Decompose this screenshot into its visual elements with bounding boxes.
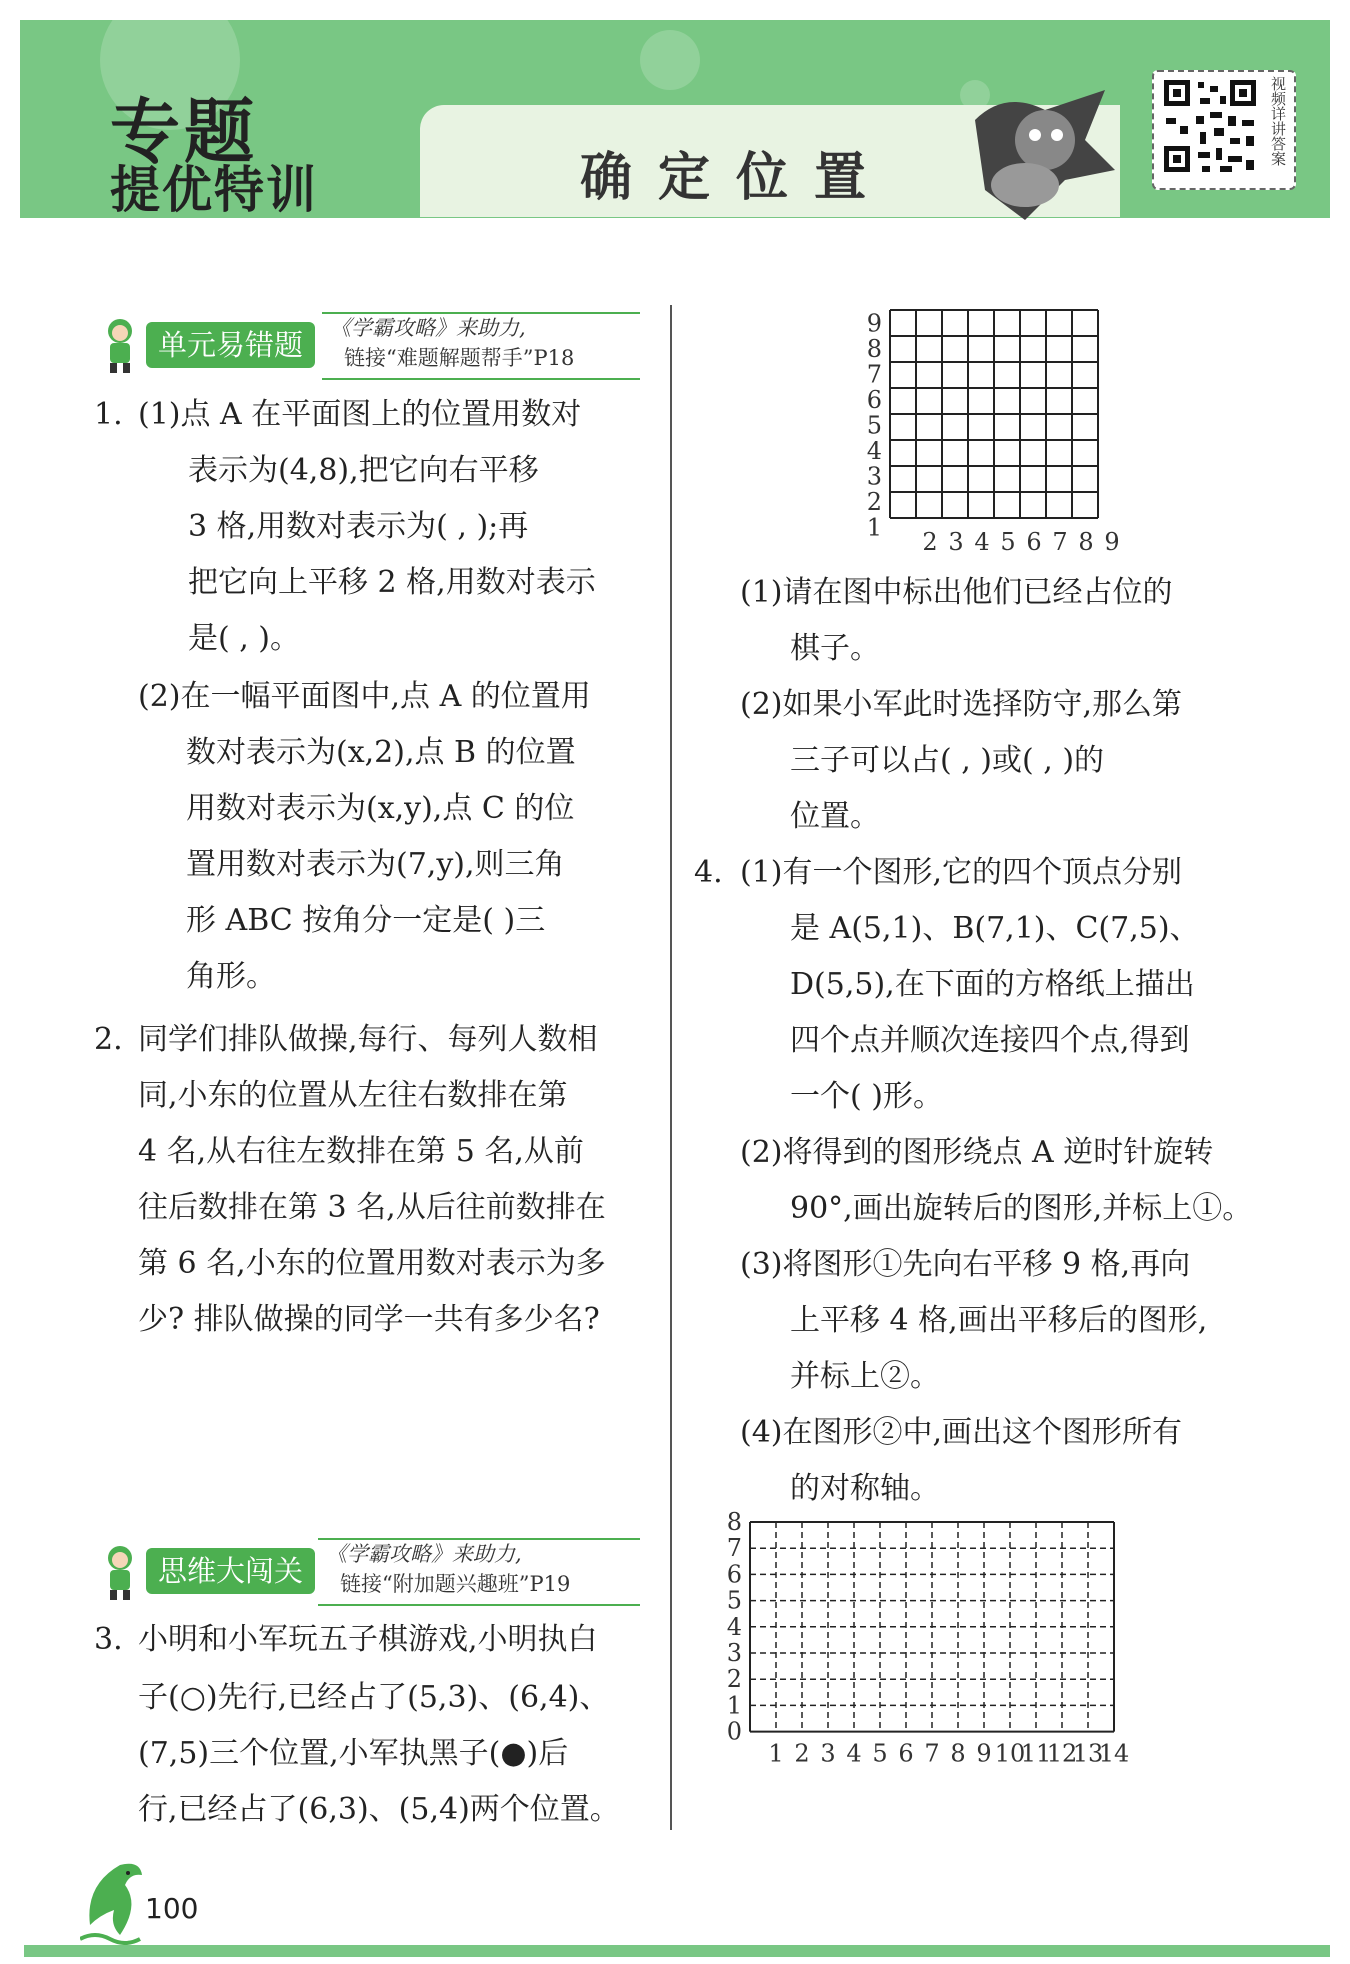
x-tick-label: 2 — [922, 528, 938, 556]
question-text: (1)请在图中标出他们已经占位的 — [740, 575, 1173, 610]
question-text: 表示为(4,8),把它向右平移 — [188, 453, 539, 488]
y-tick-label: 6 — [726, 1560, 742, 1589]
section-link-text: 《学霸攻略》来助力, — [326, 1542, 522, 1566]
question-text: 数对表示为(x,2),点 B 的位置 — [186, 735, 576, 770]
series-subtitle: 提优特训 — [110, 161, 318, 219]
y-tick-label: 3 — [726, 1639, 742, 1667]
x-tick-label: 1 — [768, 1739, 784, 1768]
qr-code-icon[interactable] — [1160, 76, 1260, 176]
question-number: 2. — [94, 1022, 123, 1057]
question-text: D(5,5),在下面的方格纸上描出 — [790, 967, 1195, 1002]
question-text: (4)在图形②中,画出这个图形所有 — [740, 1415, 1183, 1450]
y-tick-label: 4 — [726, 1612, 742, 1641]
y-tick-label: 6 — [866, 386, 882, 415]
question-text: 位置。 — [790, 799, 880, 834]
grid-lines — [890, 310, 1098, 518]
question-text: 小明和小军玩五子棋游戏,小明执白 — [138, 1622, 598, 1657]
x-tick-label: 13 — [1072, 1739, 1104, 1768]
y-tick-label: 5 — [726, 1586, 742, 1615]
y-tick-label: 1 — [866, 513, 882, 542]
y-tick-label: 8 — [866, 335, 882, 364]
x-tick-label: 14 — [1098, 1739, 1130, 1768]
y-tick-label: 7 — [726, 1534, 742, 1563]
y-tick-label: 1 — [726, 1691, 742, 1720]
mascot-illustration — [965, 80, 1125, 220]
graph-paper-grid[interactable] — [720, 1510, 1240, 1820]
question-text: 4 名,从右往左数排在第 5 名,从前 — [138, 1134, 584, 1169]
x-tick-label: 10 — [994, 1739, 1026, 1768]
dolphin-icon — [80, 1855, 150, 1945]
question-text: (1)点 A 在平面图上的位置用数对 — [138, 397, 582, 432]
question-text: (3)将图形①先向右平移 9 格,再向 — [740, 1247, 1191, 1282]
question-text: 往后数排在第 3 名,从后往前数排在 — [138, 1190, 606, 1225]
section-label-challenge: 思维大闯关 — [146, 1548, 315, 1594]
question-text: 的对称轴。 — [790, 1471, 940, 1506]
y-axis-ticks — [727, 1510, 742, 1746]
x-tick-label: 12 — [1046, 1739, 1078, 1768]
y-tick-label: 5 — [866, 411, 882, 440]
x-tick-label: 9 — [976, 1739, 992, 1768]
x-tick-label: 2 — [794, 1739, 810, 1768]
section-link-text: 《学霸攻略》来助力, — [330, 316, 526, 340]
question-text: 置用数对表示为(7,y),则三角 — [186, 847, 565, 882]
question-text: 第 6 名,小东的位置用数对表示为多 — [138, 1246, 606, 1281]
question-text: 角形。 — [186, 959, 276, 994]
question-text: 90°,画出旋转后的图形,并标上①。 — [790, 1191, 1253, 1226]
x-axis-ticks — [768, 1740, 1129, 1768]
y-tick-label: 8 — [726, 1510, 742, 1536]
grid-lines — [750, 1522, 1114, 1732]
question-text: 并标上②。 — [790, 1359, 940, 1394]
question-text: 行,已经占了(6,3)、(5,4)两个位置。 — [138, 1792, 620, 1827]
section-link-text: 链接“附加题兴趣班”P19 — [340, 1572, 571, 1596]
x-tick-label: 6 — [1026, 528, 1042, 556]
x-tick-label: 6 — [898, 1739, 914, 1768]
x-tick-label: 9 — [1104, 528, 1120, 556]
y-tick-label: 7 — [866, 360, 882, 389]
y-tick-label: 2 — [866, 488, 882, 517]
question-number: 1. — [94, 397, 123, 432]
question-text: 四个点并顺次连接四个点,得到 — [790, 1023, 1190, 1058]
section-link-text: 链接“难题解题帮手”P18 — [344, 346, 575, 370]
x-tick-label: 8 — [950, 1739, 966, 1768]
question-text: 上平移 4 格,画出平移后的图形, — [790, 1303, 1208, 1338]
x-axis-ticks — [922, 528, 1119, 556]
question-text: (1)有一个图形,它的四个顶点分别 — [740, 855, 1183, 890]
question-text: 形 ABC 按角分一定是( )三 — [186, 903, 546, 938]
y-tick-label: 2 — [726, 1665, 742, 1694]
question-text: 3 格,用数对表示为( , );再 — [188, 509, 529, 544]
student-mascot-icon — [96, 1542, 144, 1602]
page-number: 100 — [145, 1892, 199, 1925]
question-text: 少? 排队做操的同学一共有多少名? — [138, 1302, 600, 1337]
question-text: 棋子。 — [790, 631, 880, 666]
x-tick-label: 5 — [872, 1739, 888, 1768]
x-tick-label: 7 — [924, 1739, 940, 1768]
x-tick-label: 4 — [974, 528, 990, 556]
series-title: 专题 — [110, 91, 258, 173]
y-tick-label: 9 — [866, 309, 882, 338]
column-divider — [670, 305, 672, 1830]
y-axis-ticks — [867, 310, 882, 542]
question-text: (2)将得到的图形绕点 A 逆时针旋转 — [740, 1135, 1214, 1170]
gomoku-grid[interactable] — [860, 300, 1120, 565]
x-tick-label: 3 — [820, 1739, 836, 1768]
y-tick-label: 0 — [726, 1717, 742, 1746]
y-tick-label: 4 — [866, 437, 882, 466]
x-tick-label: 5 — [1000, 528, 1016, 556]
x-tick-label: 3 — [948, 528, 964, 556]
student-mascot-icon — [96, 315, 144, 375]
section-label-common-mistakes: 单元易错题 — [146, 322, 315, 368]
x-tick-label: 8 — [1078, 528, 1094, 556]
question-number: 3. — [94, 1622, 123, 1657]
question-text: (2)在一幅平面图中,点 A 的位置用 — [138, 679, 591, 714]
question-text: 是( , )。 — [188, 621, 301, 656]
question-text: 子(○)先行,已经占了(5,3)、(6,4)、 — [138, 1680, 610, 1715]
qr-caption: 视频详讲答案 — [1269, 76, 1287, 166]
question-text: 是 A(5,1)、B(7,1)、C(7,5)、 — [790, 911, 1200, 946]
question-text: 三子可以占( , )或( , )的 — [790, 743, 1105, 778]
question-text: 用数对表示为(x,y),点 C 的位 — [186, 791, 575, 826]
x-tick-label: 11 — [1020, 1739, 1052, 1768]
question-text: (2)如果小军此时选择防守,那么第 — [740, 687, 1183, 722]
x-tick-label: 7 — [1052, 528, 1068, 556]
question-text: 同学们排队做操,每行、每列人数相 — [138, 1022, 598, 1057]
question-number: 4. — [694, 855, 723, 890]
footer-bar — [24, 1945, 1330, 1957]
question-text: 同,小东的位置从左往右数排在第 — [138, 1078, 568, 1113]
chapter-title: 确定位置 — [580, 148, 893, 208]
question-text: 一个( )形。 — [790, 1079, 943, 1114]
question-text: (7,5)三个位置,小军执黑子(●)后 — [138, 1736, 569, 1771]
x-tick-label: 4 — [846, 1739, 862, 1768]
question-text: 把它向上平移 2 格,用数对表示 — [188, 565, 596, 600]
y-tick-label: 3 — [866, 462, 882, 491]
